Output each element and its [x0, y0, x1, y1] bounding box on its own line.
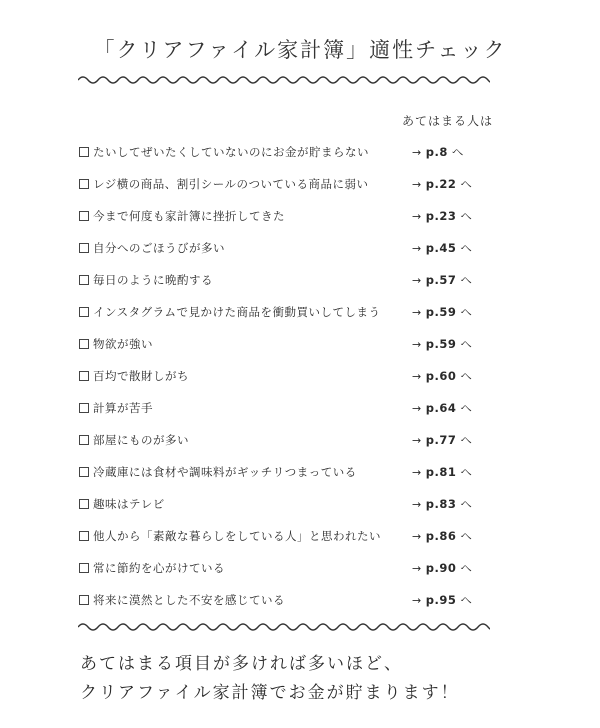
- page-reference: [412, 328, 472, 360]
- page-reference: [412, 424, 472, 456]
- arrow-right-icon: →: [412, 305, 422, 319]
- checklist-item-text: 百均で散財しがち: [93, 369, 189, 383]
- checkbox-icon[interactable]: [79, 275, 89, 285]
- page-reference: [412, 456, 472, 488]
- checklist-item-text: 自分へのごほうびが多い: [93, 241, 225, 255]
- checklist-item-text: 今まで何度も家計簿に挫折してきた: [93, 209, 285, 223]
- arrow-right-icon: →: [412, 369, 422, 383]
- page-suffix: へ: [460, 209, 473, 223]
- checklist: [79, 136, 499, 616]
- arrow-right-icon: →: [412, 177, 422, 191]
- page-number: p.77: [425, 433, 457, 447]
- page-suffix: へ: [460, 593, 473, 607]
- page-suffix: へ: [460, 561, 473, 575]
- wavy-divider-bottom: [78, 621, 490, 633]
- page-reference: [412, 584, 472, 616]
- wavy-divider-bottom-line: [78, 624, 490, 630]
- checklist-item-text: たいしてぜいたくしていないのにお金が貯まらない: [93, 145, 369, 159]
- checkbox-icon[interactable]: [79, 179, 89, 189]
- checklist-item-text: 物欲が強い: [93, 337, 153, 351]
- conclusion-text: [80, 650, 550, 708]
- page-number: p.45: [425, 241, 457, 255]
- page-number: p.59: [425, 305, 457, 319]
- checkbox-icon[interactable]: [79, 307, 89, 317]
- checkbox-icon[interactable]: [79, 211, 89, 221]
- checkbox-icon[interactable]: [79, 467, 89, 477]
- page-suffix: へ: [460, 273, 473, 287]
- page-number: p.64: [425, 401, 457, 415]
- checkbox-icon[interactable]: [79, 595, 89, 605]
- page-number: p.22: [425, 177, 457, 191]
- page-suffix: へ: [460, 433, 473, 447]
- conclusion-line-2: クリアファイル家計簿でお金が貯まります！: [80, 683, 460, 703]
- page-reference: [412, 520, 472, 552]
- arrow-right-icon: →: [412, 145, 422, 159]
- checkbox-icon[interactable]: [79, 403, 89, 413]
- page-number: p.59: [425, 337, 457, 351]
- page-number: p.95: [425, 593, 457, 607]
- checkbox-icon[interactable]: [79, 339, 89, 349]
- checkbox-icon[interactable]: [79, 371, 89, 381]
- page-reference: [412, 392, 472, 424]
- arrow-right-icon: →: [412, 433, 422, 447]
- checklist-item: [79, 328, 499, 360]
- applicable-header: あてはまる人は: [402, 114, 494, 128]
- checklist-item: [79, 456, 499, 488]
- page-reference: [412, 488, 472, 520]
- arrow-right-icon: →: [412, 593, 422, 607]
- page-suffix: へ: [460, 177, 473, 191]
- page-number: p.86: [425, 529, 457, 543]
- wavy-divider-top: [78, 74, 490, 86]
- checklist-item-text: 部屋にものが多い: [93, 433, 189, 447]
- arrow-right-icon: →: [412, 497, 422, 511]
- arrow-right-icon: →: [412, 337, 422, 351]
- arrow-right-icon: →: [412, 561, 422, 575]
- checklist-item: [79, 488, 499, 520]
- checklist-item: [79, 360, 499, 392]
- checkbox-icon[interactable]: [79, 243, 89, 253]
- checklist-item-text: 計算が苦手: [93, 401, 153, 415]
- page-reference: [412, 264, 472, 296]
- page-suffix: へ: [451, 145, 464, 159]
- page-number: p.57: [425, 273, 457, 287]
- checkbox-icon[interactable]: [79, 147, 89, 157]
- checklist-item: [79, 392, 499, 424]
- checklist-item: [79, 232, 499, 264]
- page-reference: [412, 360, 472, 392]
- arrow-right-icon: →: [412, 241, 422, 255]
- checkbox-icon[interactable]: [79, 499, 89, 509]
- checklist-item: [79, 424, 499, 456]
- checklist-item: [79, 168, 499, 200]
- checkbox-icon[interactable]: [79, 563, 89, 573]
- page-suffix: へ: [460, 369, 473, 383]
- page-reference: [412, 168, 472, 200]
- page-suffix: へ: [460, 497, 473, 511]
- page-title: 「クリアファイル家計簿」適性チェック: [93, 38, 507, 62]
- checkbox-icon[interactable]: [79, 435, 89, 445]
- page-number: p.83: [425, 497, 457, 511]
- checklist-item: [79, 552, 499, 584]
- wavy-divider-top-line: [78, 77, 490, 83]
- checklist-item-text: 将来に漠然とした不安を感じている: [93, 593, 285, 607]
- page-suffix: へ: [460, 305, 473, 319]
- checklist-item-text: 趣味はテレビ: [93, 497, 165, 511]
- page-suffix: へ: [460, 465, 473, 479]
- checklist-item: [79, 584, 499, 616]
- page-suffix: へ: [460, 241, 473, 255]
- page-suffix: へ: [460, 401, 473, 415]
- page-number: p.60: [425, 369, 457, 383]
- arrow-right-icon: →: [412, 465, 422, 479]
- page-suffix: へ: [460, 337, 473, 351]
- arrow-right-icon: →: [412, 529, 422, 543]
- checklist-item: [79, 296, 499, 328]
- arrow-right-icon: →: [412, 209, 422, 223]
- checklist-item-text: 常に節約を心がけている: [93, 561, 225, 575]
- page-number: p.90: [425, 561, 457, 575]
- checkbox-icon[interactable]: [79, 531, 89, 541]
- checklist-item: [79, 264, 499, 296]
- arrow-right-icon: →: [412, 273, 422, 287]
- arrow-right-icon: →: [412, 401, 422, 415]
- page-reference: [412, 200, 472, 232]
- page-number: p.8: [425, 145, 448, 159]
- page-reference: [412, 136, 464, 168]
- checklist-item-text: インスタグラムで見かけた商品を衝動買いしてしまう: [93, 305, 381, 319]
- checklist-item-text: 冷蔵庫には食材や調味料がギッチリつまっている: [93, 465, 357, 479]
- conclusion-line-1: あてはまる項目が多ければ多いほど、: [80, 654, 403, 674]
- checklist-item: [79, 520, 499, 552]
- page-reference: [412, 552, 472, 584]
- page-reference: [412, 232, 472, 264]
- page-suffix: へ: [460, 529, 473, 543]
- page-number: p.81: [425, 465, 457, 479]
- checklist-item-text: 他人から「素敵な暮らしをしている人」と思われたい: [93, 529, 381, 543]
- checklist-item-text: 毎日のように晩酌する: [93, 273, 213, 287]
- checklist-item-text: レジ横の商品、割引シールのついている商品に弱い: [93, 177, 369, 191]
- checklist-item: [79, 136, 499, 168]
- page-number: p.23: [425, 209, 457, 223]
- checklist-item: [79, 200, 499, 232]
- page-reference: [412, 296, 472, 328]
